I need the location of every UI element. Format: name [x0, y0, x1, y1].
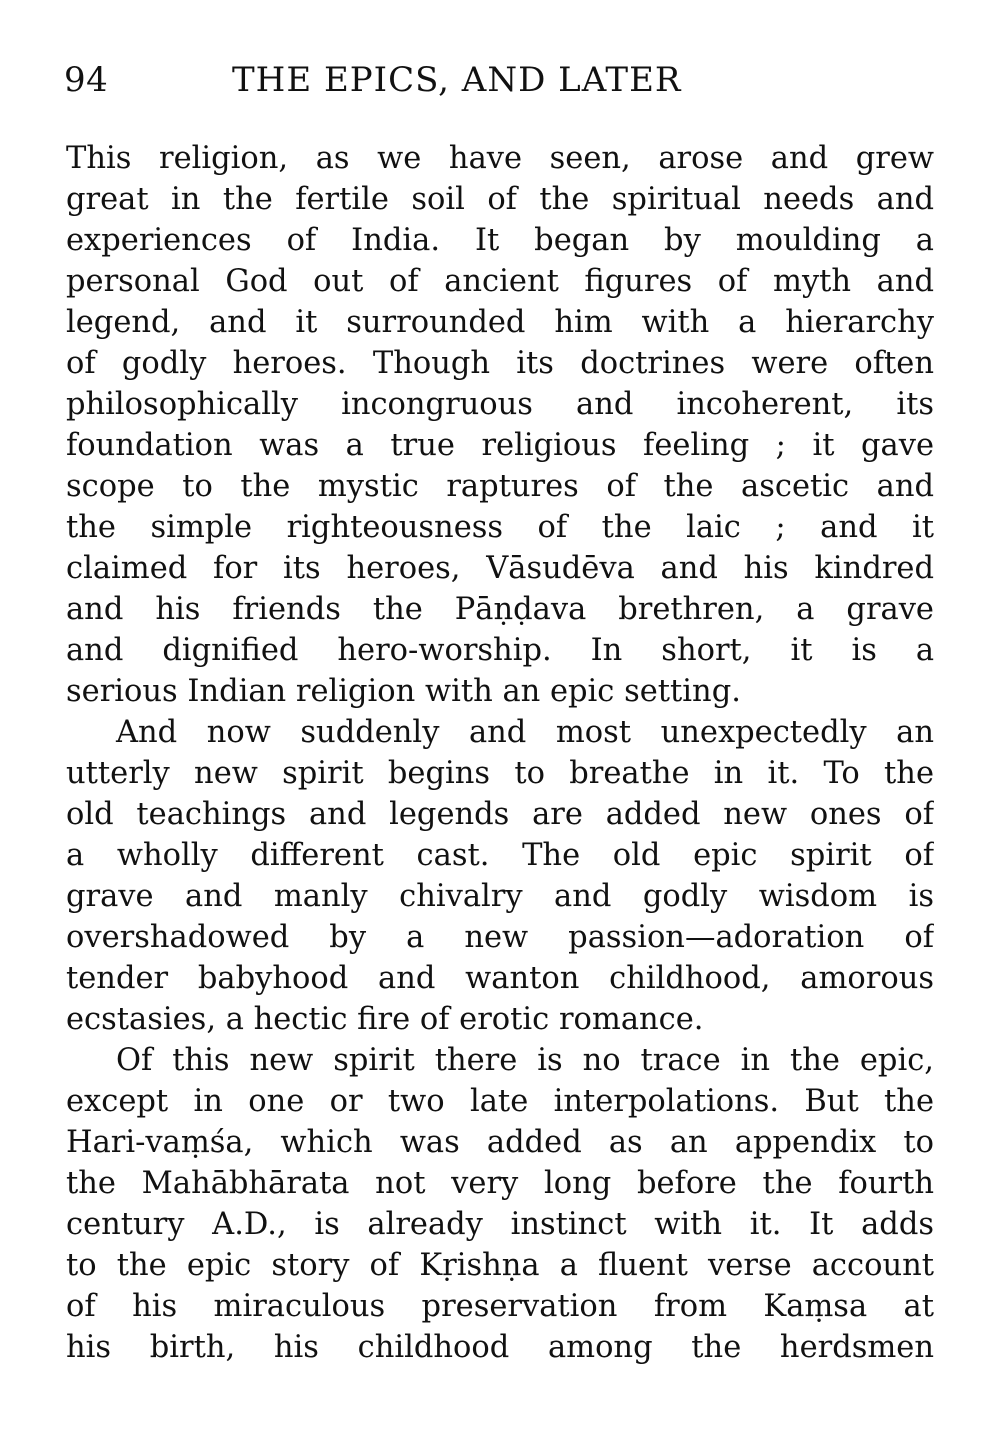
text-line: personal God out of ancient figures of myth and: [66, 264, 934, 299]
text-line: Of this new spirit there is no trace in the epic,: [116, 1043, 934, 1078]
text-line: legend, and it surrounded him with a hierarchy: [66, 305, 934, 340]
text-line: the simple righteousness of the laic ; and it: [66, 510, 934, 545]
text-line: ecstasies, a hectic fire of erotic romance.: [66, 1002, 704, 1037]
text-line: utterly new spirit begins to breathe in it. To the: [66, 756, 934, 791]
text-line: claimed for its heroes, Vāsudēva and his kindred: [66, 551, 934, 586]
text-line: scope to the mystic raptures of the ascetic and: [66, 469, 934, 504]
text-line: overshadowed by a new passion—adoration of: [66, 920, 934, 955]
running-title: THE EPICS, AND LATER: [232, 60, 682, 100]
paragraph-2: [66, 712, 934, 1040]
text-line: his birth, his childhood among the herdsmen: [66, 1330, 934, 1365]
text-line: to the epic story of Kṛishṇa a fluent verse account: [66, 1248, 934, 1283]
text-line: serious Indian religion with an epic setting.: [66, 674, 741, 709]
paragraph-3: [66, 1040, 934, 1368]
text-line: philosophically incongruous and incoherent, its: [66, 387, 934, 422]
text-line: great in the fertile soil of the spiritual needs and: [66, 182, 934, 217]
text-line: of his miraculous preservation from Kaṃsa at: [66, 1289, 934, 1324]
text-line: foundation was a true religious feeling ; it gave: [66, 428, 934, 463]
body-text: [66, 138, 934, 1368]
text-line: except in one or two late interpolations. But the: [66, 1084, 934, 1119]
text-line: century A.D., is already instinct with it. It adds: [66, 1207, 934, 1242]
running-head: [64, 56, 934, 104]
page-number: 94: [64, 60, 109, 100]
text-line: experiences of India. It began by moulding a: [66, 223, 934, 258]
text-line: a wholly different cast. The old epic spirit of: [66, 838, 934, 873]
text-line: Hari-vaṃśa, which was added as an appendix to: [66, 1125, 934, 1160]
text-line: and dignified hero-worship. In short, it is a: [66, 633, 934, 668]
text-line: And now suddenly and most unexpectedly an: [116, 715, 934, 750]
text-line: and his friends the Pāṇḍava brethren, a grave: [66, 592, 934, 627]
text-line: grave and manly chivalry and godly wisdom is: [66, 879, 934, 914]
text-line: This religion, as we have seen, arose and grew: [66, 141, 934, 176]
text-line: tender babyhood and wanton childhood, amorous: [66, 961, 934, 996]
text-line: old teachings and legends are added new ones of: [66, 797, 934, 832]
text-line: the Mahābhārata not very long before the fourth: [66, 1166, 934, 1201]
text-line: of godly heroes. Though its doctrines were often: [66, 346, 934, 381]
paragraph-1: [66, 138, 934, 712]
